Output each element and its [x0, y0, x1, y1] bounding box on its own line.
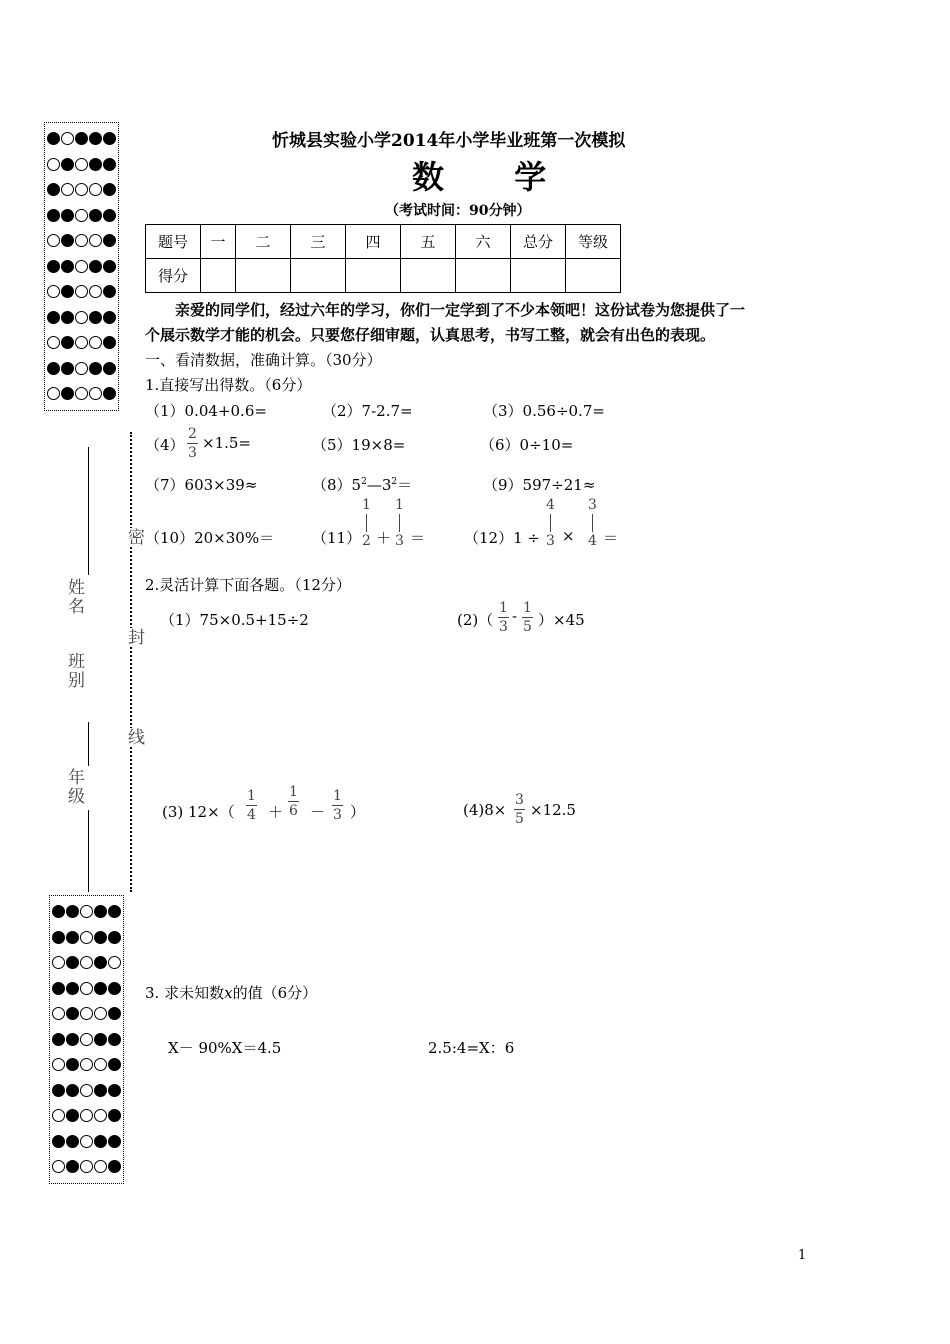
binding-circle: [108, 1058, 121, 1071]
intro-line-1: 亲爱的同学们，经过六年的学习，你们一定学到了不少本领吧！这份试卷为您提供了一: [175, 301, 746, 319]
q1-item-3: （3）0.56÷0.7=: [483, 402, 605, 420]
binding-circle: [89, 387, 102, 400]
binding-circle: [80, 905, 93, 918]
circle-row: [47, 279, 116, 305]
binding-circle: [108, 905, 121, 918]
binding-circle: [108, 1135, 121, 1148]
binding-circle: [47, 183, 60, 196]
q1-item-4-suffix: ×1.5=: [202, 434, 251, 452]
circle-row: [47, 203, 116, 229]
binding-circle: [80, 1084, 93, 1097]
q2-item-2-suffix: ）×45: [538, 611, 585, 629]
q1-item-6: （6）0÷10=: [480, 436, 574, 454]
grade-label: 年级: [64, 768, 84, 806]
circle-row: [47, 177, 116, 203]
circle-row: [52, 1129, 121, 1155]
fraction-3-4: 3 4: [588, 497, 597, 549]
binding-circle: [52, 1033, 65, 1046]
binding-circle: [52, 931, 65, 944]
q1-item-11-prefix: （11）: [312, 529, 362, 547]
score-table-score-row: [146, 259, 621, 293]
binding-circle: [89, 311, 102, 324]
binding-circle: [80, 931, 93, 944]
score-input-cell[interactable]: [346, 259, 401, 293]
score-input-cell[interactable]: [236, 259, 291, 293]
binding-circle: [89, 209, 102, 222]
binding-circles-top: [44, 122, 119, 411]
intro-line-2: 个展示数学才能的机会。只要您仔细审题，认真思考，书写工整，就会有出色的表现。: [145, 326, 716, 344]
binding-circle: [75, 132, 88, 145]
circle-row: [47, 381, 116, 407]
binding-circle: [80, 1135, 93, 1148]
exam-time: （考试时间：90分钟）: [385, 203, 531, 219]
score-input-cell[interactable]: [511, 259, 566, 293]
section1-title: 一、看清数据，准确计算。（30分）: [145, 351, 382, 369]
binding-circle: [75, 336, 88, 349]
binding-circle: [47, 209, 60, 222]
binding-circle: [66, 1058, 79, 1071]
binding-circle: [75, 285, 88, 298]
binding-circle: [80, 1007, 93, 1020]
circle-row: [52, 950, 121, 976]
binding-circle: [61, 132, 74, 145]
q2-item-3-prefix: (3) 12×（: [162, 803, 235, 821]
binding-circle: [89, 132, 102, 145]
table-cell: 三: [291, 225, 346, 259]
binding-circle: [89, 336, 102, 349]
binding-circle: [103, 387, 116, 400]
binding-circle: [108, 1033, 121, 1046]
binding-circle: [61, 183, 74, 196]
binding-circle: [108, 956, 121, 969]
score-input-cell[interactable]: [201, 259, 236, 293]
fraction-2-3: 2 3: [188, 426, 197, 461]
binding-circle: [80, 1058, 93, 1071]
fraction-1-3: 1 3: [499, 600, 508, 635]
binding-circle: [75, 362, 88, 375]
q1-item-7: （7）603×39≈: [145, 476, 258, 494]
seal-char-2: 封: [122, 628, 147, 647]
binding-circle: [47, 387, 60, 400]
binding-circle: [52, 956, 65, 969]
binding-circle: [61, 260, 74, 273]
page-number: 1: [798, 1248, 807, 1263]
binding-circle: [94, 956, 107, 969]
circle-row: [52, 1078, 121, 1104]
binding-circle: [47, 132, 60, 145]
binding-circle: [66, 956, 79, 969]
binding-circle: [94, 1160, 107, 1173]
binding-circle: [80, 956, 93, 969]
q1-item-9: （9）597÷21≈: [483, 476, 596, 494]
binding-circle: [52, 905, 65, 918]
binding-line-1: [88, 447, 89, 575]
binding-circle: [89, 260, 102, 273]
binding-circle: [94, 982, 107, 995]
binding-circle: [52, 1135, 65, 1148]
q2-item-3-suffix: ）: [350, 803, 366, 821]
binding-circle: [61, 387, 74, 400]
seal-char-1: 密: [122, 528, 147, 547]
binding-circle: [66, 982, 79, 995]
q2-item-2-prefix: (2)（: [457, 611, 494, 629]
q3-equation-2: 2.5:4=X：6: [428, 1039, 515, 1057]
binding-circle: [61, 285, 74, 298]
binding-circle: [103, 285, 116, 298]
circle-row: [52, 1103, 121, 1129]
binding-circle: [103, 311, 116, 324]
circle-row: [47, 228, 116, 254]
q1-title: 1.直接写出得数。（6分）: [145, 376, 312, 394]
binding-circle: [94, 931, 107, 944]
binding-circle: [94, 1007, 107, 1020]
binding-circle: [80, 982, 93, 995]
q1-item-10: （10）20×30%＝: [145, 529, 275, 547]
binding-circle: [103, 158, 116, 171]
binding-circle: [75, 209, 88, 222]
table-cell: 总分: [511, 225, 566, 259]
subject-title: 数 学: [412, 158, 563, 196]
fraction-1-3: 1 3: [333, 788, 342, 823]
binding-circle: [75, 387, 88, 400]
binding-circle: [52, 1007, 65, 1020]
q1-item-4-prefix: （4）: [145, 436, 185, 454]
q2-item-3-plus: ＋: [268, 803, 284, 821]
binding-circle: [89, 183, 102, 196]
binding-circle: [103, 183, 116, 196]
circle-row: [47, 254, 116, 280]
binding-circle: [47, 311, 60, 324]
table-cell: 六: [456, 225, 511, 259]
q1-item-2: （2）7-2.7=: [322, 402, 413, 420]
binding-circle: [52, 1109, 65, 1122]
binding-circle: [75, 234, 88, 247]
binding-circle: [89, 285, 102, 298]
circle-row: [52, 1052, 121, 1078]
binding-line-2: [88, 722, 89, 766]
binding-circle: [66, 1135, 79, 1148]
binding-circle: [89, 158, 102, 171]
binding-circle: [66, 1007, 79, 1020]
q3-title: 3. 求未知数x的值（6分）: [145, 984, 318, 1002]
binding-circle: [66, 1109, 79, 1122]
binding-circle: [61, 234, 74, 247]
q1-item-8: $(8)5^2—3^2=$: [312, 476, 413, 494]
binding-circle: [94, 1084, 107, 1097]
fraction-1-5: 1 5: [523, 600, 532, 635]
circle-row: [47, 126, 116, 152]
binding-circle: [89, 362, 102, 375]
q2-item-3-minus: －: [310, 803, 326, 821]
circle-row: [52, 1154, 121, 1180]
school-title: 忻城县实验小学2014年小学毕业班第一次模拟: [272, 131, 626, 151]
binding-circle: [52, 1160, 65, 1173]
q1-item-5: （5）19×8=: [312, 436, 406, 454]
binding-circle: [108, 1160, 121, 1173]
circle-row: [52, 976, 121, 1002]
binding-circle: [108, 1084, 121, 1097]
table-cell: 一: [201, 225, 236, 259]
binding-circle: [61, 209, 74, 222]
binding-circle: [80, 1160, 93, 1173]
binding-circle: [103, 132, 116, 145]
fraction-1-3: 1 3: [395, 497, 404, 549]
score-table-header-row: [146, 225, 621, 259]
fraction-4-3: 4 3: [546, 497, 555, 549]
score-input-cell[interactable]: [456, 259, 511, 293]
binding-circle: [103, 362, 116, 375]
binding-circle: [75, 158, 88, 171]
q1-item-12-prefix: （12）1 ÷: [464, 529, 540, 547]
circle-row: [47, 330, 116, 356]
binding-circle: [47, 260, 60, 273]
table-cell: 五: [401, 225, 456, 259]
q1-item-11-equals: ＝: [410, 529, 426, 547]
binding-circle: [103, 234, 116, 247]
table-cell: 四: [346, 225, 401, 259]
circle-row: [52, 899, 121, 925]
fraction-3-5: 3 5: [515, 792, 524, 827]
binding-circle: [66, 931, 79, 944]
q2-item-1: （1）75×0.5+15÷2: [160, 611, 309, 629]
seal-char-3: 线: [122, 728, 147, 747]
table-cell: 二: [236, 225, 291, 259]
binding-circle: [61, 158, 74, 171]
class-label: 班别: [64, 652, 84, 690]
binding-line-3: [88, 810, 89, 892]
circle-row: [47, 152, 116, 178]
binding-circle: [52, 1084, 65, 1097]
binding-circle: [108, 982, 121, 995]
binding-circle: [94, 1033, 107, 1046]
binding-circle: [66, 1033, 79, 1046]
binding-circle: [66, 1160, 79, 1173]
seal-dotted-line: [130, 432, 132, 892]
q1-item-12-times: ×: [562, 527, 575, 545]
binding-circle: [66, 905, 79, 918]
binding-circles-bottom: [49, 895, 124, 1184]
score-input-cell[interactable]: [566, 259, 621, 293]
binding-circle: [47, 336, 60, 349]
binding-circle: [47, 362, 60, 375]
binding-circle: [80, 1109, 93, 1122]
binding-circle: [47, 158, 60, 171]
binding-circle: [94, 1058, 107, 1071]
q1-item-11-plus: ＋: [376, 529, 392, 547]
binding-circle: [47, 234, 60, 247]
circle-row: [47, 356, 116, 382]
q2-item-4-prefix: (4)8×: [463, 801, 507, 819]
binding-circle: [108, 1109, 121, 1122]
fraction-1-2: 1 2: [362, 497, 371, 549]
binding-circle: [80, 1033, 93, 1046]
binding-circle: [89, 234, 102, 247]
binding-circle: [94, 1135, 107, 1148]
circle-row: [47, 305, 116, 331]
binding-circle: [103, 260, 116, 273]
table-cell: 得分: [146, 259, 201, 293]
binding-circle: [61, 362, 74, 375]
binding-circle: [52, 982, 65, 995]
score-table: [145, 224, 621, 293]
binding-circle: [103, 209, 116, 222]
binding-circle: [94, 905, 107, 918]
name-label: 姓名: [64, 578, 84, 616]
q2-item-4-suffix: ×12.5: [530, 801, 576, 819]
binding-circle: [75, 311, 88, 324]
table-cell: 题号: [146, 225, 201, 259]
binding-circle: [66, 1084, 79, 1097]
score-input-cell[interactable]: [291, 259, 346, 293]
table-cell: 等级: [566, 225, 621, 259]
fraction-1-4: 1 4: [247, 788, 256, 823]
q2-title: 2.灵活计算下面各题。（12分）: [145, 576, 351, 594]
binding-circle: [108, 931, 121, 944]
circle-row: [52, 925, 121, 951]
binding-circle: [94, 1109, 107, 1122]
q2-item-2-minus: -: [512, 607, 518, 625]
circle-row: [52, 1027, 121, 1053]
binding-circle: [103, 336, 116, 349]
score-input-cell[interactable]: [401, 259, 456, 293]
fraction-1-6: 1 6: [289, 784, 298, 819]
binding-circle: [61, 311, 74, 324]
circle-row: [52, 1001, 121, 1027]
binding-circle: [52, 1058, 65, 1071]
binding-circle: [47, 285, 60, 298]
q1-item-12-equals: ＝: [603, 529, 619, 547]
binding-circle: [75, 183, 88, 196]
q3-equation-1: X－ 90%X＝4.5: [168, 1039, 282, 1057]
q1-item-1: （1）0.04+0.6=: [145, 402, 267, 420]
binding-circle: [61, 336, 74, 349]
binding-circle: [108, 1007, 121, 1020]
binding-circle: [75, 260, 88, 273]
